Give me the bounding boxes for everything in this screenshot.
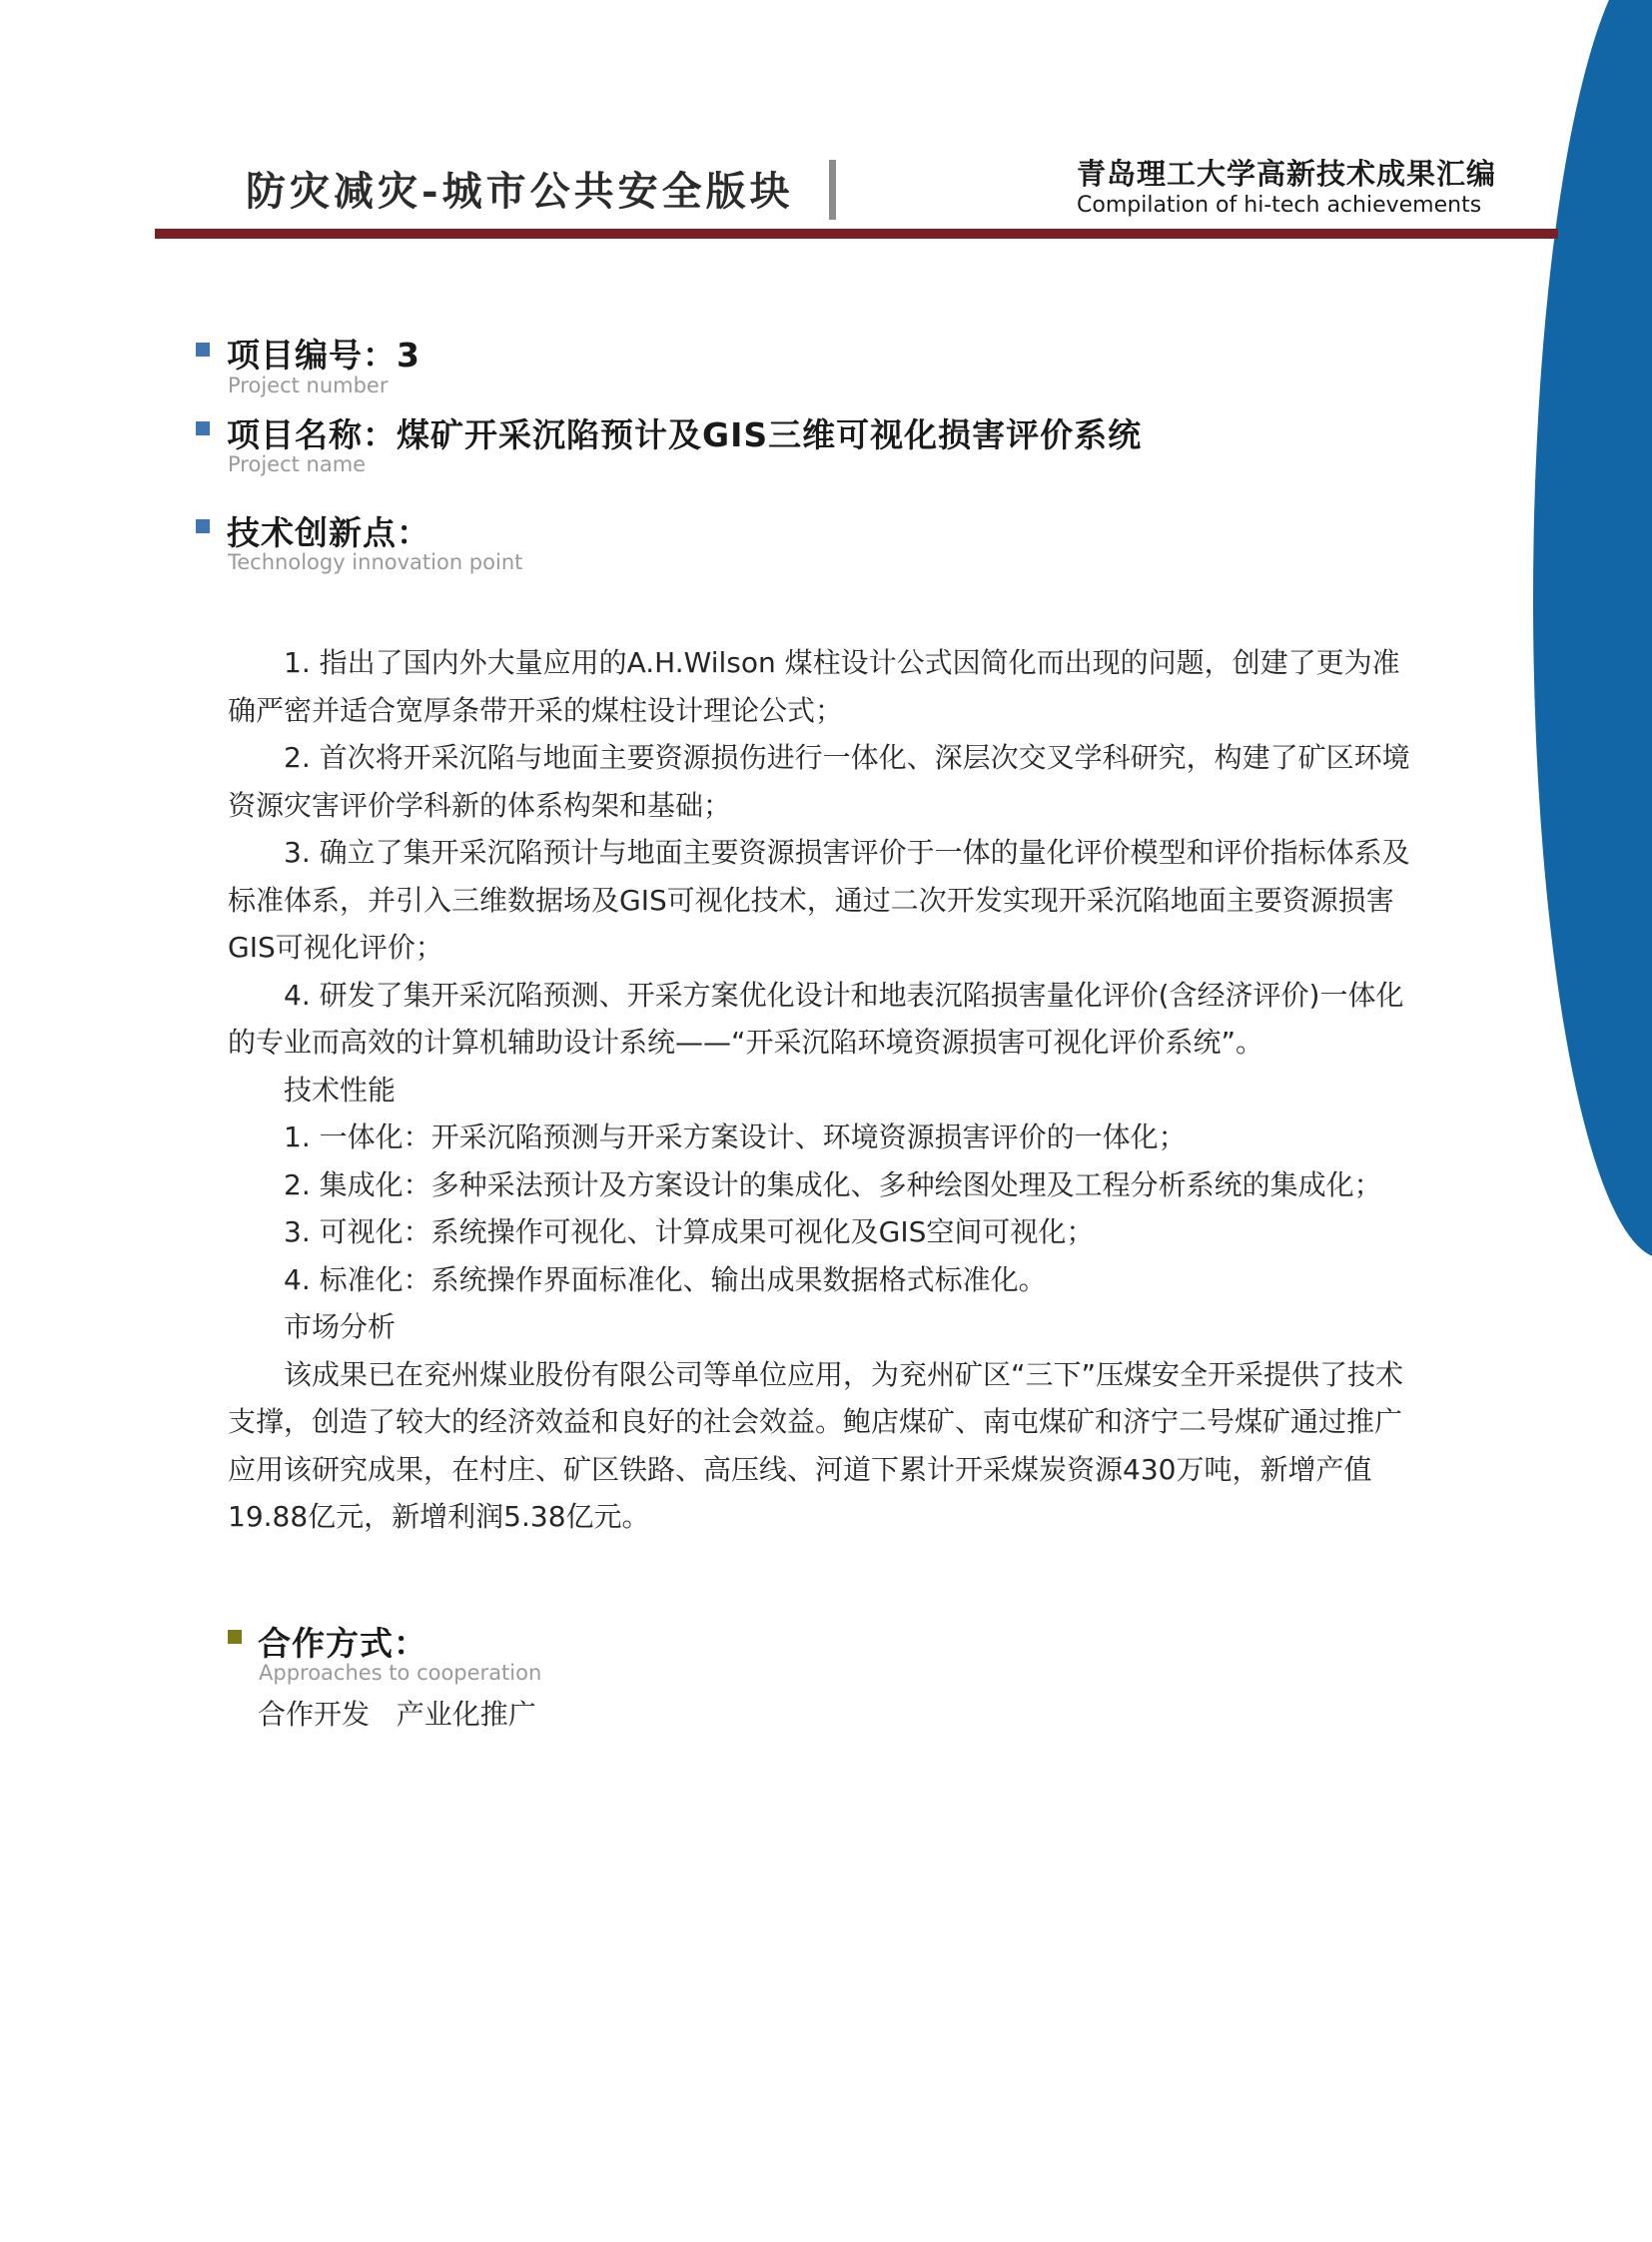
square-bullet-icon bbox=[196, 343, 210, 357]
innovation-point-4: 4. 研发了集开采沉陷预测、开采方案优化设计和地表沉陷损害量化评价(含经济评价)一体化的专业而高效的计算机辅助设计系统——“开采沉陷环境资源损害可视化评价系统”。 bbox=[228, 978, 1404, 1059]
project-name-label: 项目名称：煤矿开采沉陷预计及GIS三维可视化损害评价系统 bbox=[227, 415, 1143, 454]
innovation-label: 技术创新点： bbox=[227, 513, 430, 552]
performance-item-3: 3. 可视化：系统操作可视化、计算成果可视化及GIS空间可视化； bbox=[284, 1215, 1095, 1248]
square-bullet-icon bbox=[196, 421, 210, 435]
market-heading: 市场分析 bbox=[284, 1310, 397, 1343]
section-banner-title: 防灾减灾-城市公共安全版块 bbox=[246, 168, 794, 215]
square-bullet-icon bbox=[228, 1630, 242, 1644]
innovation-point-3: 3. 确立了集开采沉陷预计与地面主要资源损害评价于一体的量化评价模型和评价指标体系及标准体系，并引入三维数据场及GIS可视化技术，通过二次开发实现开采沉陷地面主要资源损害GIS可视化评价； bbox=[228, 836, 1410, 964]
header-rule bbox=[155, 229, 1558, 239]
header-divider bbox=[829, 160, 836, 220]
square-bullet-icon bbox=[196, 519, 210, 533]
publication-title: 青岛理工大学高新技术成果汇编 bbox=[1077, 157, 1497, 191]
innovation-point-2: 2. 首次将开采沉陷与地面主要资源损伤进行一体化、深层次交叉学科研究，构建了矿区环境资源灾害评价学科新的体系构架和基础； bbox=[228, 741, 1410, 822]
performance-item-4: 4. 标准化：系统操作界面标准化、输出成果数据格式标准化。 bbox=[284, 1262, 1047, 1296]
project-name-sub: Project name bbox=[228, 452, 367, 476]
performance-item-1: 1. 一体化：开采沉陷预测与开采方案设计、环境资源损害评价的一体化； bbox=[284, 1121, 1187, 1153]
cooperation-sub: Approaches to cooperation bbox=[259, 1661, 542, 1685]
decorative-blue-arc bbox=[1533, 0, 1652, 1258]
innovation-sub: Technology innovation point bbox=[228, 550, 523, 574]
cooperation-value: 合作开发 产业化推广 bbox=[258, 1698, 536, 1731]
innovation-body bbox=[228, 639, 1422, 1541]
project-number-sub: Project number bbox=[228, 374, 389, 397]
cooperation-label: 合作方式： bbox=[258, 1624, 427, 1663]
market-analysis-text: 该成果已在兖州煤业股份有限公司等单位应用，为兖州矿区“三下”压煤安全开采提供了技术支撑，创造了较大的经济效益和良好的社会效益。鲍店煤矿、南屯煤矿和济宁二号煤矿通过推广应用该研究成果，在村庄、矿区铁路、高压线、河道下累计开采煤炭资源430万吨，新增产值19.88亿元，新增利润5.38亿元。 bbox=[228, 1357, 1404, 1533]
performance-heading: 技术性能 bbox=[284, 1073, 397, 1107]
innovation-point-1: 1. 指出了国内外大量应用的A.H.Wilson 煤柱设计公式因简化而出现的问题，创建了更为准确严密并适合宽厚条带开采的煤柱设计理论公式； bbox=[228, 646, 1400, 727]
publication-subtitle: Compilation of hi-tech achievements bbox=[1077, 193, 1482, 218]
performance-item-2: 2. 集成化：多种采法预计及方案设计的集成化、多种绘图处理及工程分析系统的集成化； bbox=[284, 1167, 1382, 1201]
project-number-label: 项目编号：3 bbox=[227, 336, 420, 374]
